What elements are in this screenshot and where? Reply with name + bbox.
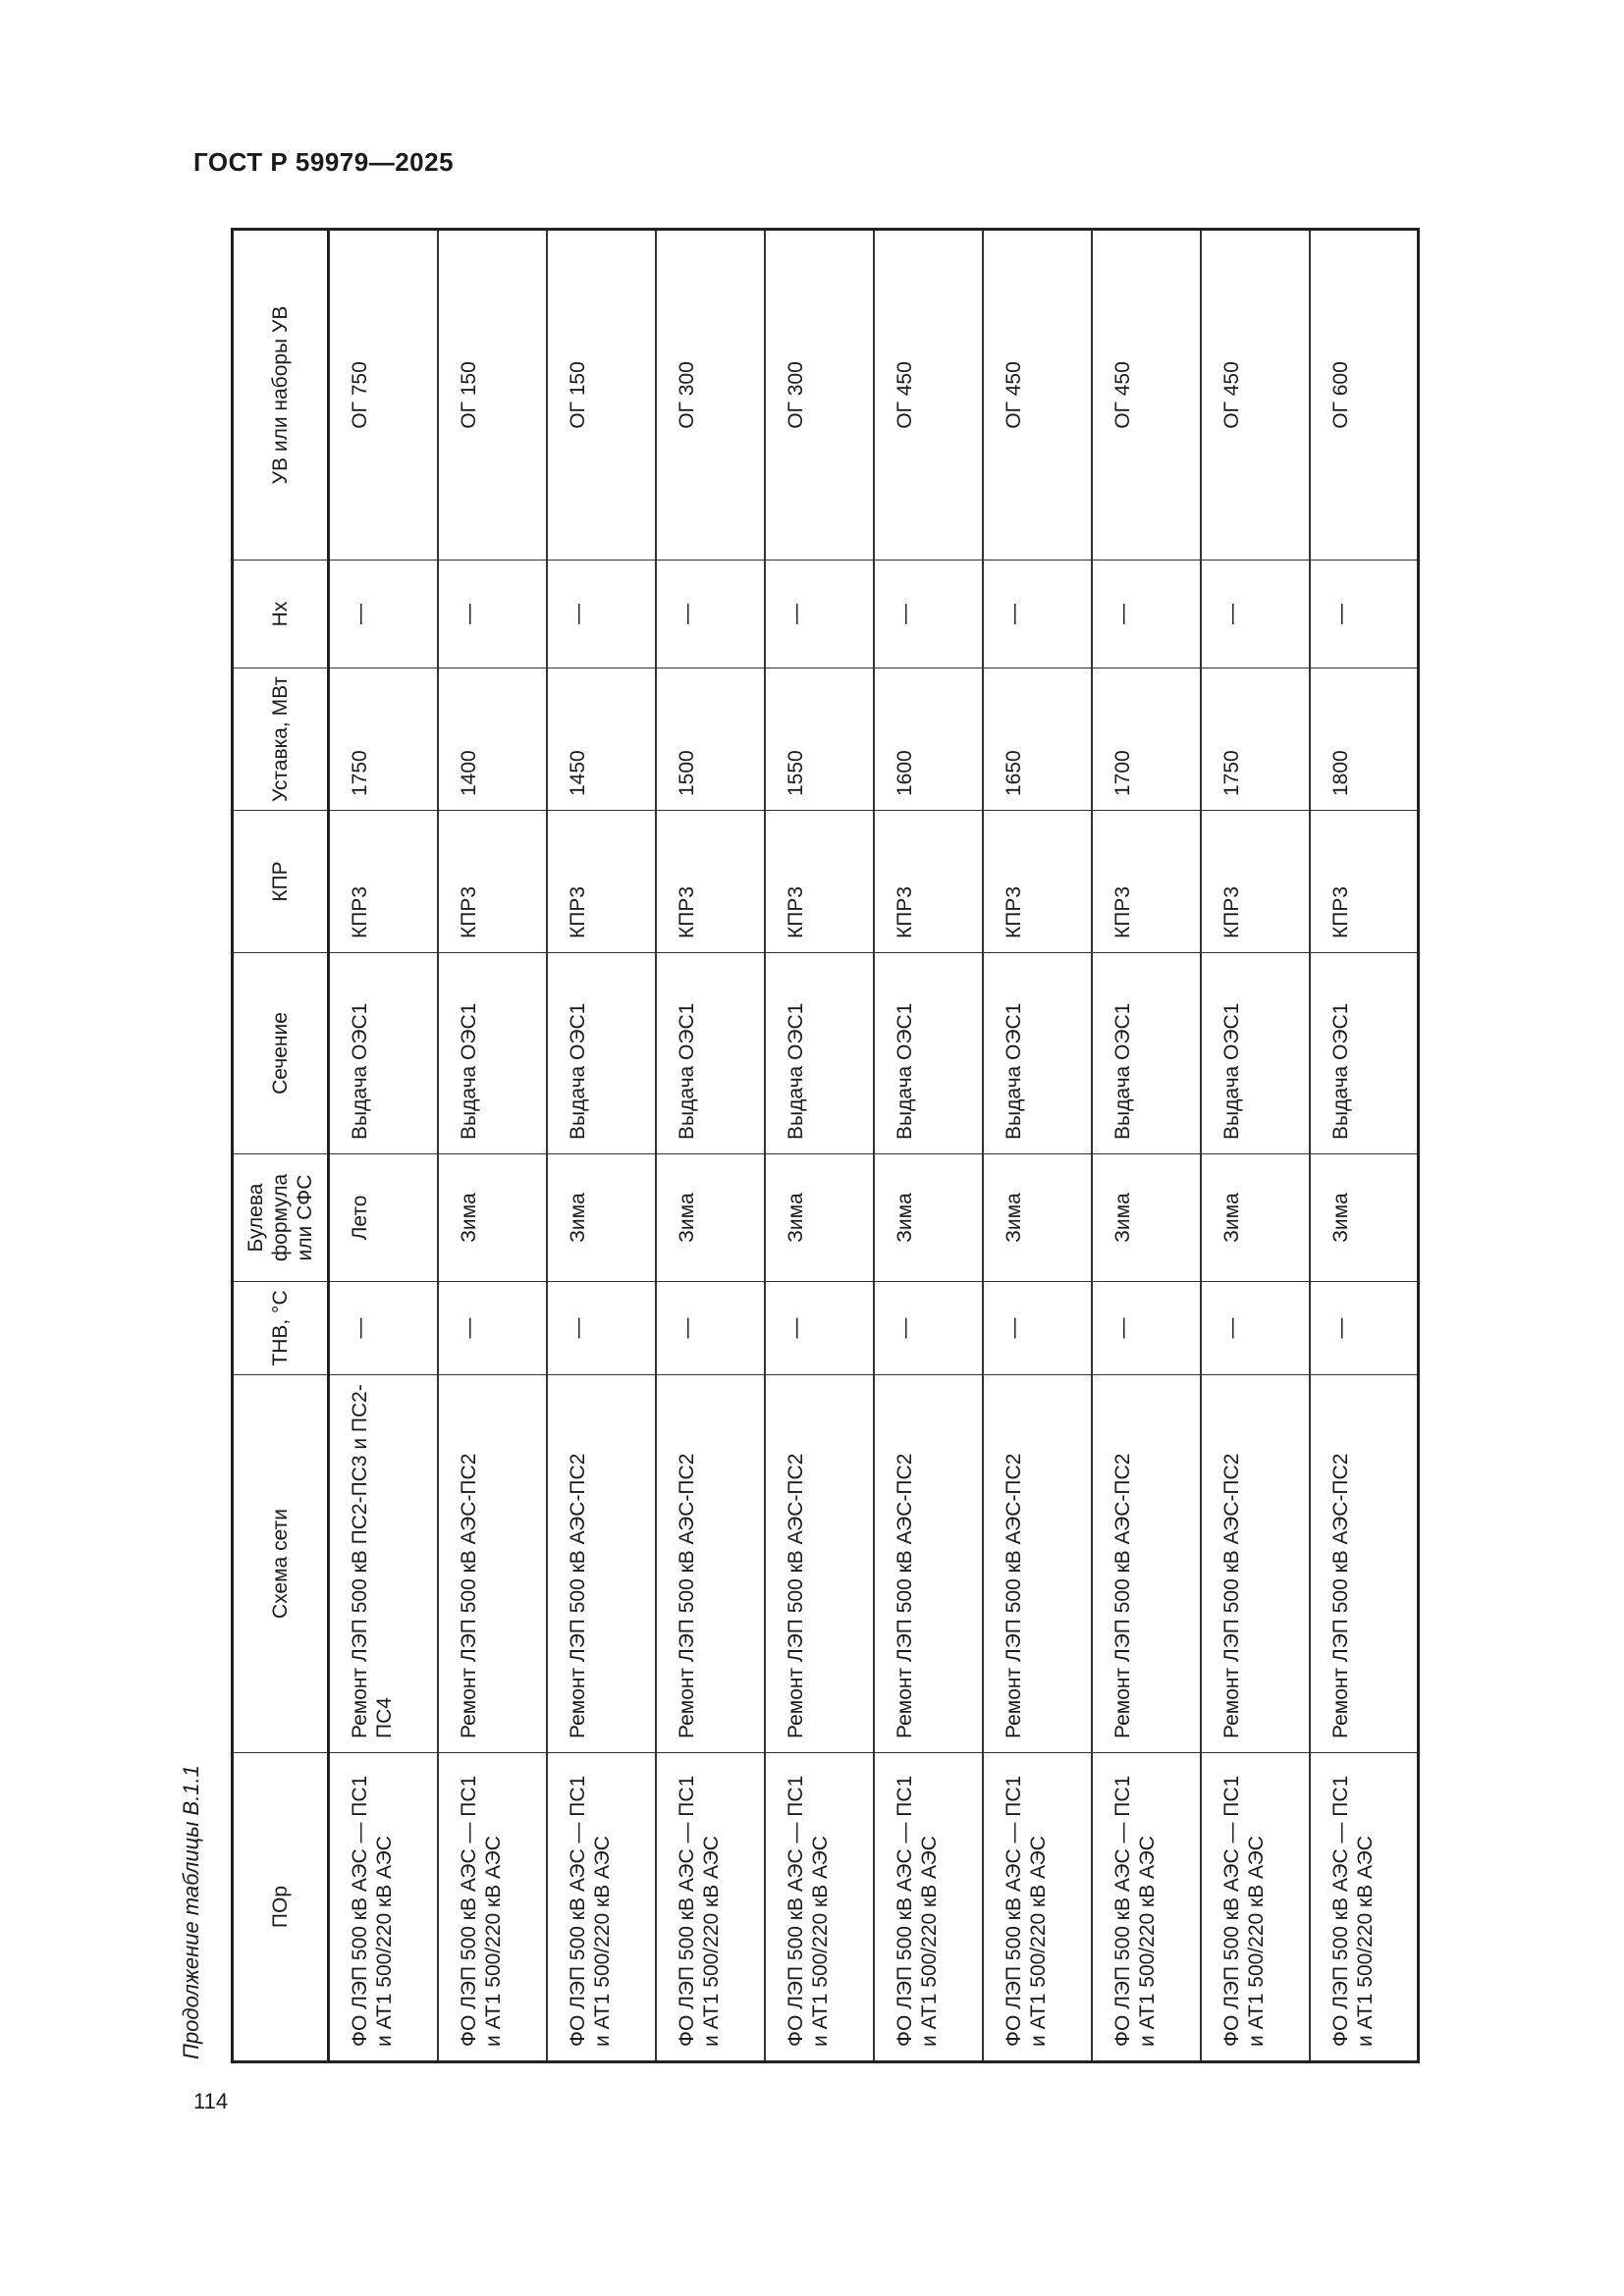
- cell-uv: ОГ 450: [1092, 230, 1201, 561]
- cell-section: Выдача ОЭС1: [329, 953, 438, 1154]
- cell-uv: ОГ 450: [874, 230, 983, 561]
- cell-formula: Лето: [329, 1154, 438, 1282]
- cell-formula: Зима: [438, 1154, 547, 1282]
- cell-setpoint: 1750: [329, 668, 438, 811]
- cell-setpoint: 1750: [1201, 668, 1310, 811]
- cell-formula: Зима: [765, 1154, 874, 1282]
- cell-tnv: —: [438, 1282, 547, 1375]
- cell-formula: Зима: [656, 1154, 765, 1282]
- cell-section: Выдача ОЭС1: [765, 953, 874, 1154]
- cell-uv: ОГ 450: [1201, 230, 1310, 561]
- cell-scheme: Ремонт ЛЭП 500 кВ АЭС-ПС2: [874, 1375, 983, 1753]
- cell-por: ФО ЛЭП 500 кВ АЭС — ПС1 и АТ1 500/220 кВ АЭС: [874, 1753, 983, 2062]
- cell-uv: ОГ 150: [547, 230, 656, 561]
- cell-tnv: —: [983, 1282, 1092, 1375]
- cell-por: ФО ЛЭП 500 кВ АЭС — ПС1 и АТ1 500/220 кВ АЭС: [656, 1753, 765, 2062]
- cell-setpoint: 1450: [547, 668, 656, 811]
- cell-section: Выдача ОЭС1: [656, 953, 765, 1154]
- cell-setpoint: 1650: [983, 668, 1092, 811]
- cell-por: ФО ЛЭП 500 кВ АЭС — ПС1 и АТ1 500/220 кВ АЭС: [1201, 1753, 1310, 2062]
- table-header-row: [233, 230, 329, 2062]
- table-row: [1310, 230, 1419, 2062]
- cell-uv: ОГ 750: [329, 230, 438, 561]
- cell-tnv: —: [547, 1282, 656, 1375]
- cell-formula: Зима: [1092, 1154, 1201, 1282]
- cell-setpoint: 1800: [1310, 668, 1419, 811]
- cell-kpr: КПР3: [765, 811, 874, 953]
- cell-setpoint: 1600: [874, 668, 983, 811]
- cell-nx: —: [874, 561, 983, 668]
- cell-setpoint: 1700: [1092, 668, 1201, 811]
- cell-tnv: —: [1310, 1282, 1419, 1375]
- cell-kpr: КПР3: [1092, 811, 1201, 953]
- cell-scheme: Ремонт ЛЭП 500 кВ АЭС-ПС2: [438, 1375, 547, 1753]
- cell-formula: Зима: [874, 1154, 983, 1282]
- column-header-uv: УВ или наборы УВ: [233, 230, 329, 561]
- cell-nx: —: [547, 561, 656, 668]
- table-row: [547, 230, 656, 2062]
- cell-kpr: КПР3: [874, 811, 983, 953]
- cell-nx: —: [1092, 561, 1201, 668]
- cell-formula: Зима: [983, 1154, 1092, 1282]
- column-header-scheme: Схема сети: [233, 1375, 329, 1753]
- cell-nx: —: [983, 561, 1092, 668]
- cell-scheme: Ремонт ЛЭП 500 кВ ПС2-ПС3 и ПС2-ПС4: [329, 1375, 438, 1753]
- cell-tnv: —: [656, 1282, 765, 1375]
- cell-por: ФО ЛЭП 500 кВ АЭС — ПС1 и АТ1 500/220 кВ АЭС: [438, 1753, 547, 2062]
- cell-section: Выдача ОЭС1: [547, 953, 656, 1154]
- cell-setpoint: 1550: [765, 668, 874, 811]
- table-row: [1201, 230, 1310, 2062]
- table-row: [765, 230, 874, 2062]
- cell-section: Выдача ОЭС1: [1201, 953, 1310, 1154]
- cell-tnv: —: [1092, 1282, 1201, 1375]
- cell-kpr: КПР3: [983, 811, 1092, 953]
- cell-por: ФО ЛЭП 500 кВ АЭС — ПС1 и АТ1 500/220 кВ АЭС: [329, 1753, 438, 2062]
- column-header-formula: Булева формула или СФС: [233, 1154, 329, 1282]
- cell-kpr: КПР3: [1310, 811, 1419, 953]
- cell-kpr: КПР3: [1201, 811, 1310, 953]
- cell-scheme: Ремонт ЛЭП 500 кВ АЭС-ПС2: [765, 1375, 874, 1753]
- column-header-setpoint: Уставка, МВт: [233, 668, 329, 811]
- cell-setpoint: 1500: [656, 668, 765, 811]
- cell-nx: —: [329, 561, 438, 668]
- column-header-por: ПОр: [233, 1753, 329, 2062]
- cell-section: Выдача ОЭС1: [1092, 953, 1201, 1154]
- cell-scheme: Ремонт ЛЭП 500 кВ АЭС-ПС2: [1310, 1375, 1419, 1753]
- document-header: ГОСТ Р 59979—2025: [193, 147, 455, 177]
- column-header-nx: Нх: [233, 561, 329, 668]
- cell-scheme: Ремонт ЛЭП 500 кВ АЭС-ПС2: [983, 1375, 1092, 1753]
- cell-uv: ОГ 300: [656, 230, 765, 561]
- cell-nx: —: [765, 561, 874, 668]
- cell-uv: ОГ 450: [983, 230, 1092, 561]
- cell-section: Выдача ОЭС1: [874, 953, 983, 1154]
- table-container: [231, 231, 1411, 2063]
- cell-nx: —: [438, 561, 547, 668]
- cell-formula: Зима: [1201, 1154, 1310, 1282]
- cell-setpoint: 1400: [438, 668, 547, 811]
- cell-kpr: КПР3: [438, 811, 547, 953]
- cell-por: ФО ЛЭП 500 кВ АЭС — ПС1 и АТ1 500/220 кВ АЭС: [547, 1753, 656, 2062]
- cell-formula: Зима: [1310, 1154, 1419, 1282]
- cell-section: Выдача ОЭС1: [1310, 953, 1419, 1154]
- cell-nx: —: [656, 561, 765, 668]
- cell-nx: —: [1201, 561, 1310, 668]
- cell-tnv: —: [874, 1282, 983, 1375]
- cell-uv: ОГ 150: [438, 230, 547, 561]
- cell-por: ФО ЛЭП 500 кВ АЭС — ПС1 и АТ1 500/220 кВ АЭС: [1092, 1753, 1201, 2062]
- cell-scheme: Ремонт ЛЭП 500 кВ АЭС-ПС2: [656, 1375, 765, 1753]
- column-header-kpr: КПР: [233, 811, 329, 953]
- table-row: [983, 230, 1092, 2062]
- cell-tnv: —: [765, 1282, 874, 1375]
- column-header-section: Сечение: [233, 953, 329, 1154]
- cell-por: ФО ЛЭП 500 кВ АЭС — ПС1 и АТ1 500/220 кВ АЭС: [983, 1753, 1092, 2062]
- page-number: 114: [193, 2089, 229, 2113]
- cell-tnv: —: [329, 1282, 438, 1375]
- cell-uv: ОГ 600: [1310, 230, 1419, 561]
- table-row: [874, 230, 983, 2062]
- cell-kpr: КПР3: [656, 811, 765, 953]
- cell-kpr: КПР3: [329, 811, 438, 953]
- cell-uv: ОГ 300: [765, 230, 874, 561]
- table-row: [656, 230, 765, 2062]
- column-header-tnv: ТНВ, °С: [233, 1282, 329, 1375]
- table-row: [329, 230, 438, 2062]
- cell-scheme: Ремонт ЛЭП 500 кВ АЭС-ПС2: [1092, 1375, 1201, 1753]
- cell-section: Выдача ОЭС1: [983, 953, 1092, 1154]
- cell-por: ФО ЛЭП 500 кВ АЭС — ПС1 и АТ1 500/220 кВ АЭС: [765, 1753, 874, 2062]
- cell-scheme: Ремонт ЛЭП 500 кВ АЭС-ПС2: [1201, 1375, 1310, 1753]
- cell-tnv: —: [1201, 1282, 1310, 1375]
- cell-formula: Зима: [547, 1154, 656, 1282]
- cell-nx: —: [1310, 561, 1419, 668]
- table-row: [1092, 230, 1201, 2062]
- cell-scheme: Ремонт ЛЭП 500 кВ АЭС-ПС2: [547, 1375, 656, 1753]
- cell-section: Выдача ОЭС1: [438, 953, 547, 1154]
- table-row: [438, 230, 547, 2062]
- cell-kpr: КПР3: [547, 811, 656, 953]
- data-table: [231, 228, 1420, 2063]
- cell-por: ФО ЛЭП 500 кВ АЭС — ПС1 и АТ1 500/220 кВ АЭС: [1310, 1753, 1419, 2062]
- table-caption: Продолжение таблицы В.1.1: [179, 1765, 203, 2059]
